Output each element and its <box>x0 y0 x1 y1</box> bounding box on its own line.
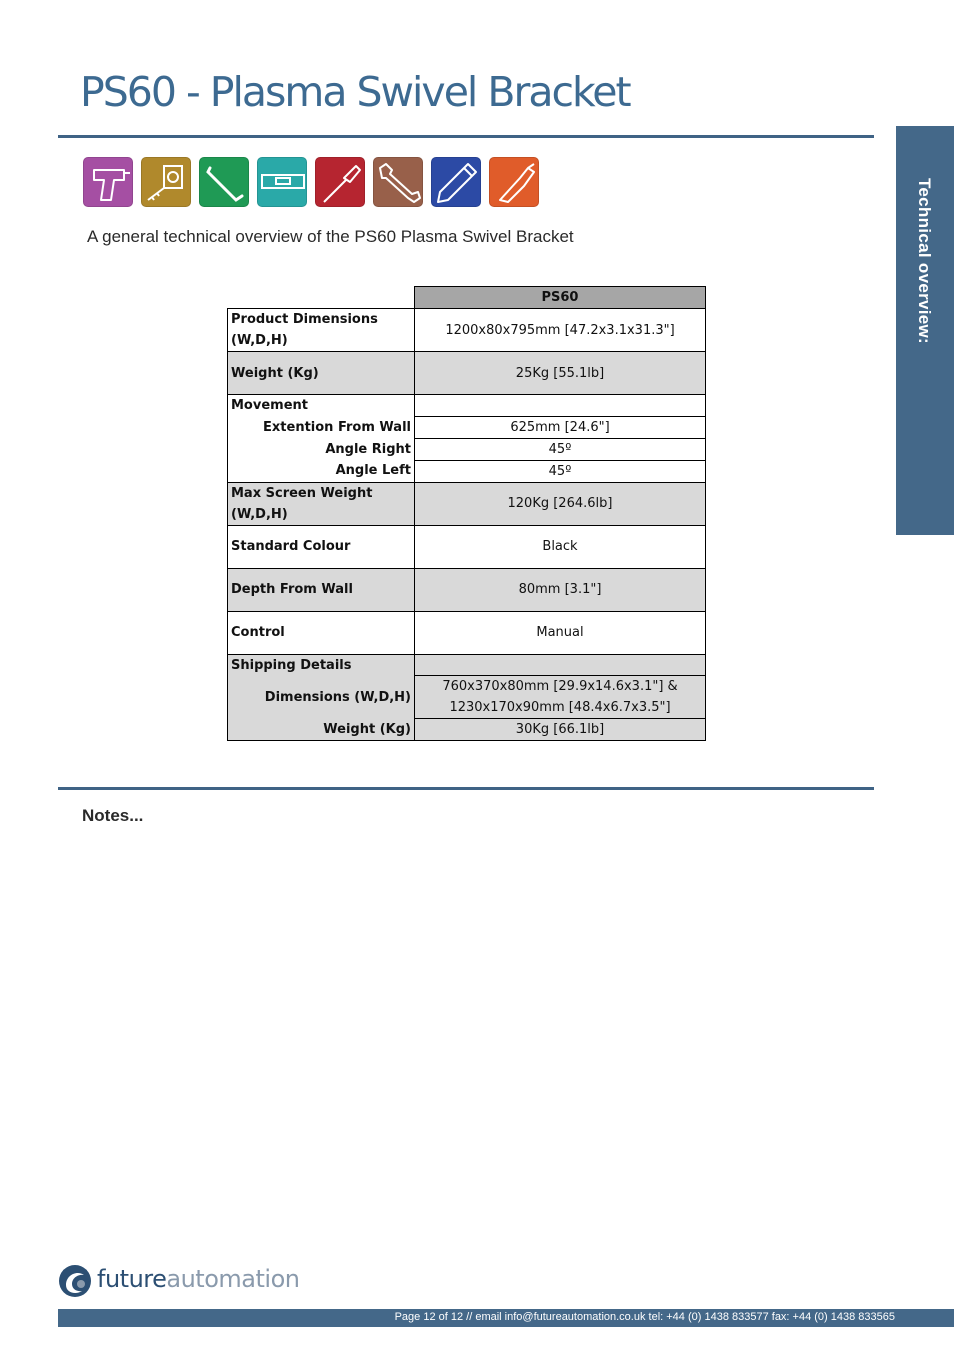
table-row <box>228 568 706 611</box>
row-value-angle-left: 45º <box>415 460 706 482</box>
row-label-standard-colour: Standard Colour <box>228 525 415 568</box>
row-value-depth-from-wall: 80mm [3.1"] <box>415 568 706 611</box>
company-logo <box>57 1263 300 1304</box>
table-row <box>228 416 706 438</box>
notes-heading: Notes... <box>82 806 144 825</box>
row-value-weight: 25Kg [55.1lb] <box>415 352 706 395</box>
row-label-angle-left: Angle Left <box>228 460 415 482</box>
row-value-shipping-details <box>415 654 706 676</box>
row-value-shipping-weight: 30Kg [66.1lb] <box>415 719 706 741</box>
drill-icon <box>83 157 133 207</box>
logo-word-automation: automation <box>166 1265 300 1293</box>
notes-divider <box>58 787 874 790</box>
row-label-shipping-dimensions: Dimensions (W,D,H) <box>228 676 415 719</box>
page-title: PS60 - Plasma Swivel Bracket <box>80 68 630 116</box>
row-value-movement <box>415 395 706 417</box>
title-divider <box>58 135 874 138</box>
logo-word-future: future <box>97 1265 167 1293</box>
row-label-angle-right: Angle Right <box>228 438 415 460</box>
table-row <box>228 654 706 676</box>
row-label-weight: Weight (Kg) <box>228 352 415 395</box>
table-row <box>228 525 706 568</box>
table-row <box>228 676 706 719</box>
row-label-shipping-details: Shipping Details <box>228 654 415 676</box>
allen-key-icon <box>199 157 249 207</box>
table-row <box>228 719 706 741</box>
side-tab-label: Technical overview: <box>915 178 934 345</box>
utility-knife-icon <box>489 157 539 207</box>
shipping-dimensions-line-2: 1230x170x90mm [48.4x6.7x3.5"] <box>449 700 671 715</box>
spirit-level-icon <box>257 157 307 207</box>
row-value-extension: 625mm [24.6"] <box>415 416 706 438</box>
spanner-icon <box>373 157 423 207</box>
footer-bar <box>58 1309 954 1327</box>
shipping-dimensions-line-1: 760x370x80mm [29.9x14.6x3.1"] & <box>442 679 678 694</box>
table-header-row <box>228 287 706 309</box>
table-row <box>228 438 706 460</box>
row-value-shipping-dimensions <box>415 676 706 719</box>
row-value-control: Manual <box>415 611 706 654</box>
screwdriver-icon <box>315 157 365 207</box>
swirl-logo-icon <box>57 1263 93 1299</box>
row-label-product-dimensions: Product Dimensions (W,D,H) <box>228 309 415 352</box>
tape-measure-icon <box>141 157 191 207</box>
table-row <box>228 309 706 352</box>
row-label-control: Control <box>228 611 415 654</box>
row-label-max-screen-weight: Max Screen Weight (W,D,H) <box>228 482 415 525</box>
pencil-icon <box>431 157 481 207</box>
table-row <box>228 395 706 417</box>
row-label-extension: Extention From Wall <box>228 416 415 438</box>
row-value-standard-colour: Black <box>415 525 706 568</box>
row-label-shipping-weight: Weight (Kg) <box>228 719 415 741</box>
table-row <box>228 482 706 525</box>
side-tab <box>896 126 954 535</box>
table-row <box>228 460 706 482</box>
table-row <box>228 352 706 395</box>
table-row <box>228 611 706 654</box>
row-value-max-screen-weight: 120Kg [264.6lb] <box>415 482 706 525</box>
row-value-angle-right: 45º <box>415 438 706 460</box>
row-label-movement: Movement <box>228 395 415 417</box>
footer-text: Page 12 of 12 // email info@futureautomation.co.uk tel: +44 (0) 1438 833577 fax: +44 (0) 1438 833565 <box>394 1311 895 1323</box>
row-value-product-dimensions: 1200x80x795mm [47.2x3.1x31.3"] <box>415 309 706 352</box>
column-header-model: PS60 <box>415 287 706 309</box>
intro-text: A general technical overview of the PS60 Plasma Swivel Bracket <box>87 227 574 246</box>
spec-table <box>227 286 706 741</box>
row-label-depth-from-wall: Depth From Wall <box>228 568 415 611</box>
